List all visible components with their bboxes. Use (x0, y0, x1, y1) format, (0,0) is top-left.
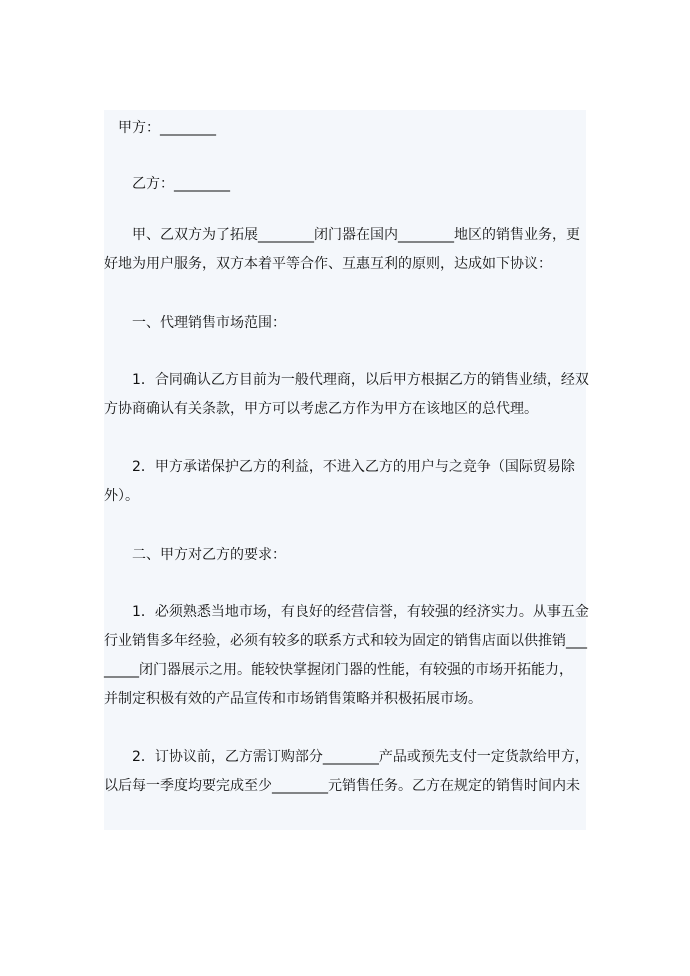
text-line: 方协商确认有关条款，甲方可以考虑乙方作为甲方在该地区的总代理。 (104, 401, 538, 417)
section-2-item-1 (104, 598, 589, 714)
party-a-line (104, 114, 586, 143)
section-2-heading (104, 541, 586, 570)
section-1-heading (104, 309, 586, 338)
party-b-line (104, 170, 586, 199)
section-1-item-1 (104, 366, 589, 424)
text-line: _____闭门器展示之用。能较快掌握闭门器的性能，有较强的市场开拓能力， (104, 662, 573, 678)
text-line: 甲、乙双方为了拓展________闭门器在国内________地区的销售业务，更 (132, 227, 580, 243)
text-line: 1．合同确认乙方目前为一般代理商，以后甲方根据乙方的销售业绩，经双 (132, 372, 589, 388)
text-line: 甲方：________ (118, 120, 216, 136)
text-line: 外）。 (104, 488, 139, 504)
text-line: 乙方：________ (132, 176, 230, 192)
text-line: 并制定积极有效的产品宣传和市场销售策略并积极拓展市场。 (104, 691, 482, 707)
text-line: 二、甲方对乙方的要求： (132, 547, 286, 563)
text-line: 2．甲方承诺保护乙方的利益，不进入乙方的用户与之竞争（国际贸易除 (132, 459, 575, 475)
text-line: 1．必须熟悉当地市场，有良好的经营信誉，有较强的经济实力。从事五金 (132, 604, 589, 620)
text-line: 行业销售多年经验，必须有较多的联系方式和较为固定的销售店面以供推销___ (104, 633, 587, 649)
section-2-item-2 (104, 743, 589, 801)
text-line: 以后每一季度均要完成至少________元销售任务。乙方在规定的销售时间内未 (104, 778, 580, 794)
text-line: 一、代理销售市场范围： (132, 315, 286, 331)
text-line: 2．订协议前，乙方需订购部分________产品或预先支付一定货款给甲方， (132, 749, 589, 765)
section-1-item-2 (104, 453, 586, 511)
text-line: 好地为用户服务，双方本着平等合作、互惠互利的原则，达成如下协议： (104, 256, 552, 272)
intro-paragraph (104, 221, 586, 279)
